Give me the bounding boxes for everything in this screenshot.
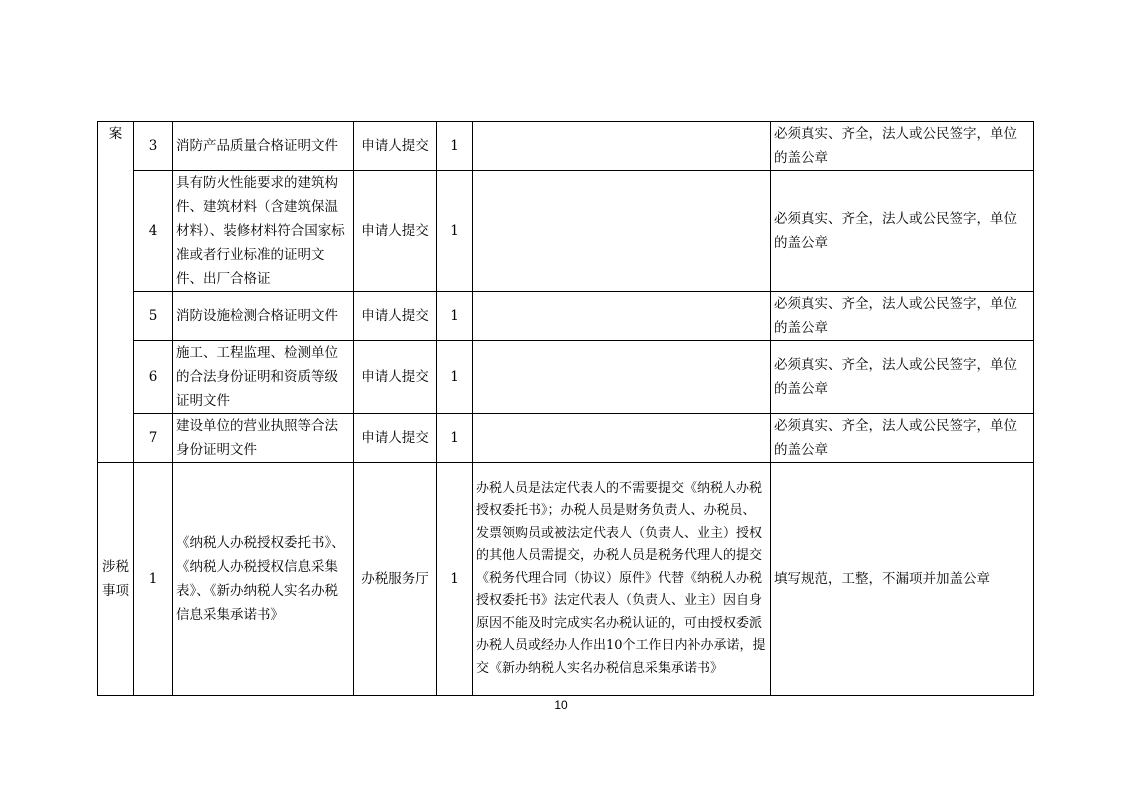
material-requirement: 必须真实、齐全，法人或公民签字，单位的盖公章 [771, 292, 1034, 341]
document-table [97, 121, 1034, 696]
material-name: 消防产品质量合格证明文件 [173, 122, 354, 171]
copy-count: 1 [437, 463, 473, 696]
category-cell: 案 [98, 122, 134, 463]
copy-count: 1 [437, 171, 473, 292]
table-row [98, 341, 1034, 414]
material-source: 申请人提交 [354, 122, 437, 171]
material-note [473, 292, 771, 341]
material-name: 《纳税人办税授权委托书》、《纳税人办税授权信息采集表》、《新办纳税人实名办税信息采集承诺书》 [173, 463, 354, 696]
material-note: 办税人员是法定代表人的不需要提交《纳税人办税授权委托书》；办税人员是财务负责人、办税员、发票领购员或被法定代表人（负责人、业主）授权的其他人员需提交，办税人员是税务代理人的提交《税务代理合同（协议）原件》代替《纳税人办税授权委托书》法定代表人（负责人、业主）因自身原因不能及时完成实名办税认证的，可由授权委派办税人员或经办人作出10个工作日内补办承诺，提交《新办纳税人实名办税信息采集承诺书》 [473, 463, 771, 696]
table-row [98, 122, 1034, 171]
material-name: 建设单位的营业执照等合法身份证明文件 [173, 414, 354, 463]
copy-count: 1 [437, 292, 473, 341]
table-row [98, 463, 1034, 696]
material-name: 施工、工程监理、检测单位的合法身份证明和资质等级证明文件 [173, 341, 354, 414]
category-cell: 涉税事项 [98, 463, 134, 696]
row-number: 7 [134, 414, 173, 463]
row-number: 5 [134, 292, 173, 341]
material-requirement: 必须真实、齐全，法人或公民签字，单位的盖公章 [771, 414, 1034, 463]
table-row [98, 414, 1034, 463]
material-note [473, 414, 771, 463]
copy-count: 1 [437, 414, 473, 463]
row-number: 1 [134, 463, 173, 696]
material-name: 消防设施检测合格证明文件 [173, 292, 354, 341]
table-row [98, 292, 1034, 341]
material-requirement: 必须真实、齐全，法人或公民签字，单位的盖公章 [771, 122, 1034, 171]
material-source: 办税服务厅 [354, 463, 437, 696]
material-requirement: 必须真实、齐全，法人或公民签字，单位的盖公章 [771, 171, 1034, 292]
material-name: 具有防火性能要求的建筑构件、建筑材料（含建筑保温材料）、装修材料符合国家标准或者行业标准的证明文件、出厂合格证 [173, 171, 354, 292]
copy-count: 1 [437, 341, 473, 414]
material-source: 申请人提交 [354, 292, 437, 341]
copy-count: 1 [437, 122, 473, 171]
material-source: 申请人提交 [354, 171, 437, 292]
row-number: 6 [134, 341, 173, 414]
material-requirement: 填写规范，工整，不漏项并加盖公章 [771, 463, 1034, 696]
material-source: 申请人提交 [354, 414, 437, 463]
material-source: 申请人提交 [354, 341, 437, 414]
material-note [473, 171, 771, 292]
table-row [98, 171, 1034, 292]
row-number: 4 [134, 171, 173, 292]
material-requirement: 必须真实、齐全，法人或公民签字，单位的盖公章 [771, 341, 1034, 414]
material-note [473, 341, 771, 414]
row-number: 3 [134, 122, 173, 171]
page-number: 10 [554, 698, 568, 712]
material-note [473, 122, 771, 171]
